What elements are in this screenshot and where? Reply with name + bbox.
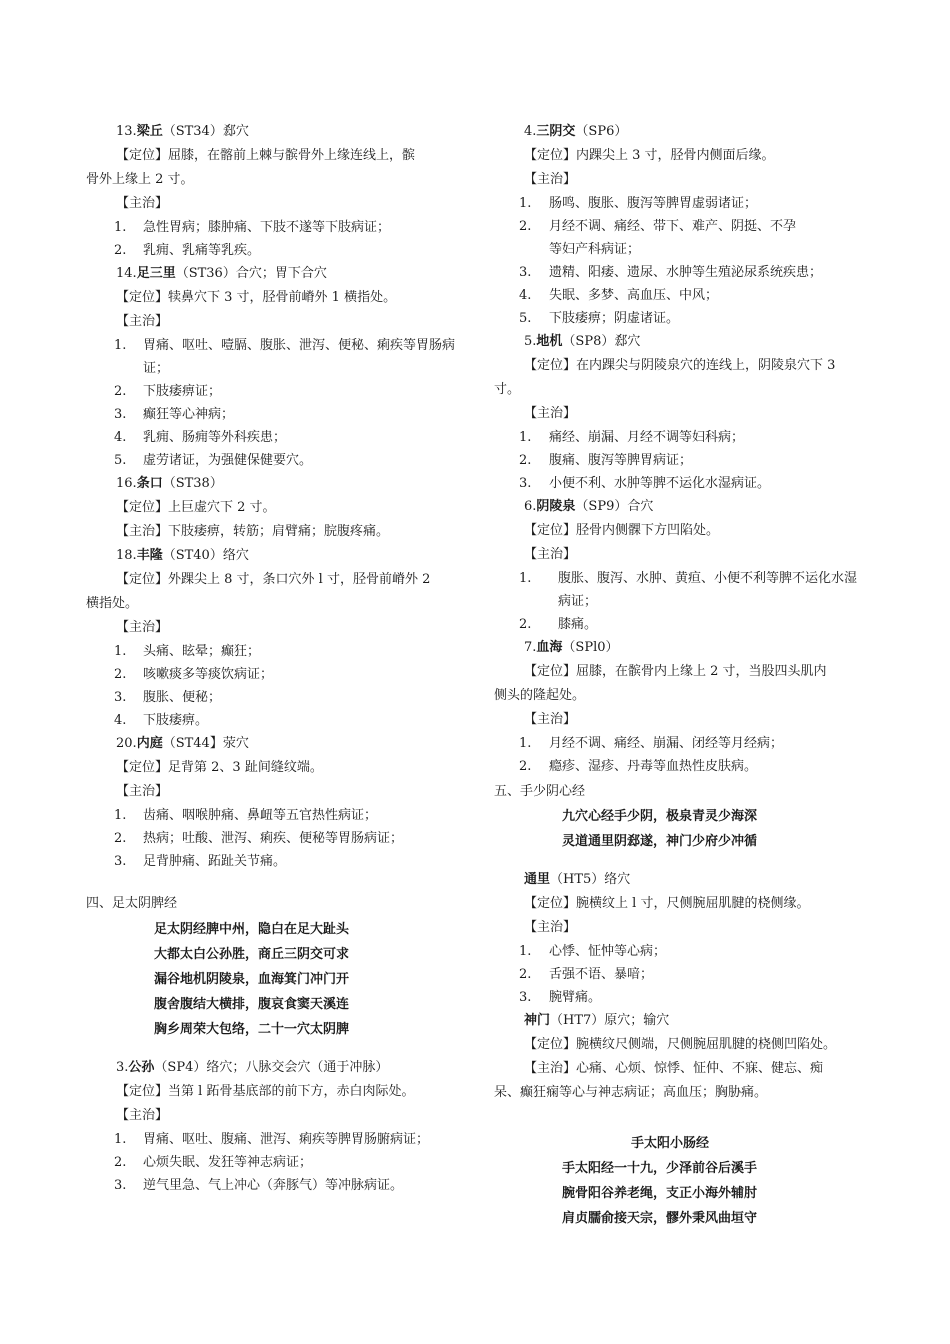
item-text: 小便不利、水肿等脾不运化水湿病证。 xyxy=(549,476,771,491)
location-line xyxy=(86,756,464,780)
item-text: 腕臂痛。 xyxy=(549,990,602,1005)
list-item xyxy=(86,334,464,380)
list-item xyxy=(494,755,866,778)
point-name: 阴陵泉 xyxy=(536,499,576,514)
point-title-st44 xyxy=(86,732,464,756)
point-title-sp6 xyxy=(494,120,866,144)
location-tag: 【定位】 xyxy=(524,523,577,538)
item-number: 2. xyxy=(114,384,127,399)
small-intestine-verse xyxy=(494,1156,866,1231)
item-number: 5. xyxy=(114,453,127,468)
list-item xyxy=(86,1128,464,1151)
location-text: 内踝尖上 3 寸，胫骨内侧面后缘。 xyxy=(576,148,775,163)
verse-line: 腕骨阳谷养老绳，支正小海外辅肘 xyxy=(562,1186,758,1201)
verse-line: 漏谷地机阴陵泉，血海箕门冲门开 xyxy=(154,972,350,987)
item-text: 逆气里急、气上冲心（奔豚气）等冲脉病证。 xyxy=(143,1178,404,1193)
item-text: 乳痈、乳痛等乳疾。 xyxy=(143,243,261,258)
list-item xyxy=(86,663,464,686)
item-number: 2. xyxy=(114,1155,127,1170)
location-line xyxy=(494,144,866,168)
right-column xyxy=(494,120,866,1231)
location-line xyxy=(86,496,464,520)
indication-tag: 【主治】 xyxy=(524,712,577,727)
point-title-st36 xyxy=(86,262,464,286)
heart-verse xyxy=(494,804,866,854)
item-number: 1. xyxy=(519,430,532,445)
item-text: 咳嗽痰多等痰饮病证； xyxy=(143,667,274,682)
location-text: 腕横纹尺侧端，尺侧腕屈肌腱的桡侧凹陷处。 xyxy=(576,1037,837,1052)
item-number: 4. xyxy=(114,430,127,445)
point-code: （HT5）络穴 xyxy=(550,872,631,887)
list-item xyxy=(494,307,866,330)
location-tag: 【定位】 xyxy=(524,896,577,911)
list-item xyxy=(494,449,866,472)
item-number: 2. xyxy=(519,967,532,982)
item-text: 月经不调、痛经、带下、难产、阴挺、不孕等妇产科病证； xyxy=(549,219,797,257)
indication-tag: 【主治】 xyxy=(116,784,169,799)
point-code: （SPl0） xyxy=(562,640,619,655)
indication-tag: 【主治】 xyxy=(116,1108,169,1123)
item-text: 舌强不语、暴喑； xyxy=(549,967,654,982)
point-number: 14. xyxy=(116,266,137,281)
indication-text: 心痛、心烦、惊悸、怔仲、不寐、健忘、痴 xyxy=(576,1061,824,1076)
list-item xyxy=(494,986,866,1009)
location-tag: 【定位】 xyxy=(116,290,169,305)
location-line xyxy=(494,354,866,378)
location-text: 屈膝，在髂前上棘与髌骨外上缘连线上，髌 xyxy=(168,148,416,163)
section-heading-small-intestine: 手太阳小肠经 xyxy=(630,1136,709,1151)
indication-tag: 【主治】 xyxy=(116,196,169,211)
item-number: 1. xyxy=(519,571,532,586)
item-number: 2. xyxy=(519,219,532,234)
spacer xyxy=(86,1042,464,1056)
item-text: 齿痛、咽喉肿痛、鼻衄等五官热性病证； xyxy=(143,808,378,823)
point-code: （SP8）郄穴 xyxy=(562,334,641,349)
point-code: （ST38） xyxy=(162,476,223,491)
item-text: 胃痛、呕吐、噎膈、腹胀、泄泻、便秘、痢疾等胃肠病证； xyxy=(143,338,456,376)
spacer xyxy=(86,873,464,891)
verse-line: 肩贞臑俞接天宗，髎外秉风曲垣守 xyxy=(562,1211,758,1226)
list-item xyxy=(86,426,464,449)
location-text: 足背第 2、3 趾间缝纹端。 xyxy=(168,760,323,775)
item-text: 瘾疹、湿疹、丹毒等血热性皮肤病。 xyxy=(549,759,758,774)
point-code: （HT7）原穴；输穴 xyxy=(550,1013,670,1028)
location-text: 外踝尖上 8 寸，条口穴外 l 寸，胫骨前嵴外 2 xyxy=(168,572,431,587)
item-text: 痛经、崩漏、月经不调等妇科病； xyxy=(549,430,745,445)
point-name: 丰隆 xyxy=(136,548,163,563)
verse-line: 灵道通里阴郄遂，神门少府少冲循 xyxy=(562,834,758,849)
item-text: 失眠、多梦、高血压、中风； xyxy=(549,288,719,303)
location-line xyxy=(86,568,464,592)
point-number: 13. xyxy=(116,124,137,139)
item-number: 3. xyxy=(114,1178,127,1193)
item-number: 1. xyxy=(519,944,532,959)
verse-line: 胸乡周荣大包络，二十一穴太阴脾 xyxy=(154,1022,350,1037)
location-tag: 【定位】 xyxy=(524,358,577,373)
item-text: 头痛、眩晕；癫狂； xyxy=(143,644,261,659)
item-number: 2. xyxy=(519,759,532,774)
list-item xyxy=(86,709,464,732)
indication-continuation: 呆、癫狂痫等心与神志病证；高血压；胸胁痛。 xyxy=(494,1085,768,1100)
point-title-st34 xyxy=(86,120,464,144)
point-code: （ST40）络穴 xyxy=(162,548,249,563)
location-tag: 【定位】 xyxy=(116,1084,169,1099)
indication-tag: 【主治】 xyxy=(116,524,169,539)
item-text: 急性胃病；膝肿痛、下肢不遂等下肢病证； xyxy=(143,220,391,235)
point-code: （SP6） xyxy=(575,124,628,139)
indication-tag: 【主治】 xyxy=(524,406,577,421)
spacer xyxy=(494,1105,866,1131)
section-heading-text: 五、手少阴心经 xyxy=(494,784,586,799)
point-number: 6. xyxy=(524,499,537,514)
item-text: 膝痛。 xyxy=(558,617,598,632)
point-code: （ST36）合穴；胃下合穴 xyxy=(175,266,327,281)
point-title-sp8 xyxy=(494,330,866,354)
item-number: 1. xyxy=(519,196,532,211)
list-item xyxy=(494,284,866,307)
location-text: 腕横纹上 l 寸，尺侧腕屈肌腱的桡侧缘。 xyxy=(576,896,810,911)
list-item xyxy=(86,686,464,709)
item-text: 肠鸣、腹胀、腹泻等脾胃虚弱诸证； xyxy=(549,196,758,211)
item-text: 下肢痿痹。 xyxy=(143,713,209,728)
point-number: 18. xyxy=(116,548,137,563)
list-item xyxy=(86,1174,464,1197)
item-text: 腹胀、便秘； xyxy=(143,690,222,705)
section-heading-heart xyxy=(494,780,866,804)
item-number: 1. xyxy=(114,220,127,235)
point-name: 公孙 xyxy=(128,1060,155,1075)
point-name: 神门 xyxy=(524,1013,551,1028)
list-item xyxy=(86,804,464,827)
list-item xyxy=(86,216,464,239)
point-name: 血海 xyxy=(536,640,563,655)
location-text: 胫骨内侧髁下方凹陷处。 xyxy=(576,523,720,538)
point-number: 20. xyxy=(116,736,137,751)
location-text: 在内踝尖与阴陵泉穴的连线上，阴陵泉穴下 3 xyxy=(576,358,836,373)
item-number: 2. xyxy=(114,667,127,682)
indication-line xyxy=(86,520,464,544)
point-name: 通里 xyxy=(524,872,551,887)
item-text: 心烦失眠、发狂等神志病证； xyxy=(143,1155,313,1170)
point-number: 5. xyxy=(524,334,537,349)
indication-line xyxy=(494,1057,866,1081)
location-tag: 【定位】 xyxy=(116,148,169,163)
point-title-sp4 xyxy=(86,1056,464,1080)
location-tag: 【定位】 xyxy=(116,500,169,515)
item-number: 2. xyxy=(519,453,532,468)
item-text: 腹痛、腹泻等脾胃病证； xyxy=(549,453,693,468)
point-number: 16. xyxy=(116,476,137,491)
verse-line: 腹舍腹结大横排，腹哀食窦天溪连 xyxy=(154,997,350,1012)
point-number: 7. xyxy=(524,640,537,655)
location-text: 犊鼻穴下 3 寸，胫骨前嵴外 1 横指处。 xyxy=(168,290,397,305)
point-title-ht7 xyxy=(494,1009,866,1033)
point-title-sp10 xyxy=(494,636,866,660)
item-text: 遗精、阳痿、遗尿、水肿等生殖泌尿系统疾患； xyxy=(549,265,823,280)
list-item xyxy=(494,192,866,215)
location-line xyxy=(86,286,464,310)
point-number: 4. xyxy=(524,124,537,139)
item-number: 3. xyxy=(114,690,127,705)
location-continuation: 侧头的隆起处。 xyxy=(494,688,586,703)
item-number: 1. xyxy=(114,808,127,823)
point-name: 条口 xyxy=(136,476,163,491)
location-tag: 【定位】 xyxy=(116,572,169,587)
spleen-verse xyxy=(86,917,464,1042)
item-number: 4. xyxy=(519,288,532,303)
item-number: 3. xyxy=(114,407,127,422)
point-code: （ST44】荥穴 xyxy=(162,736,249,751)
section-heading-spleen: 四、足太阴脾经 xyxy=(86,896,178,911)
list-item xyxy=(494,261,866,284)
list-item xyxy=(86,827,464,850)
location-line xyxy=(494,519,866,543)
item-number: 2. xyxy=(114,243,127,258)
item-text: 乳痈、肠痈等外科疾患； xyxy=(143,430,287,445)
item-number: 3. xyxy=(519,265,532,280)
list-item xyxy=(494,940,866,963)
location-line xyxy=(494,660,866,684)
item-number: 4. xyxy=(114,713,127,728)
list-item xyxy=(494,613,866,636)
item-text: 胃痛、呕吐、腹痛、泄泻、痢疾等脾胃肠腑病证； xyxy=(143,1132,430,1147)
point-name: 足三里 xyxy=(136,266,176,281)
location-tag: 【定位】 xyxy=(524,664,577,679)
location-continuation: 横指处。 xyxy=(86,596,139,611)
point-title-st38 xyxy=(86,472,464,496)
indication-tag: 【主治】 xyxy=(116,620,169,635)
point-name: 内庭 xyxy=(136,736,163,751)
spacer xyxy=(494,854,866,868)
item-text: 热病；吐酸、泄泻、痢疾、便秘等胃肠病证； xyxy=(143,831,404,846)
list-item xyxy=(86,1151,464,1174)
point-name: 地机 xyxy=(536,334,563,349)
verse-line: 九穴心经手少阴，极泉青灵少海深 xyxy=(562,809,758,824)
location-line xyxy=(86,144,464,168)
verse-line: 手太阳经一十九，少泽前谷后溪手 xyxy=(562,1161,758,1176)
location-continuation: 寸。 xyxy=(494,382,521,397)
indication-tag: 【主治】 xyxy=(524,920,577,935)
list-item xyxy=(494,215,866,261)
item-number: 1. xyxy=(519,736,532,751)
item-text: 下肢痿痹；阴虚诸证。 xyxy=(549,311,680,326)
item-text: 心悸、怔忡等心病； xyxy=(549,944,667,959)
point-code: （SP4）络穴；八脉交会穴（通于冲脉） xyxy=(154,1060,389,1075)
item-text: 足背肿痛、跖趾关节痛。 xyxy=(143,854,287,869)
location-tag: 【定位】 xyxy=(524,1037,577,1052)
item-number: 2. xyxy=(519,617,532,632)
indication-tag: 【主治】 xyxy=(524,1061,577,1076)
location-tag: 【定位】 xyxy=(524,148,577,163)
item-text: 下肢痿痹证； xyxy=(143,384,222,399)
list-item xyxy=(494,963,866,986)
point-name: 三阴交 xyxy=(536,124,576,139)
location-line xyxy=(494,1033,866,1057)
location-line xyxy=(86,1080,464,1104)
point-number: 3. xyxy=(116,1060,129,1075)
point-code: （ST34）郄穴 xyxy=(162,124,249,139)
location-text: 屈膝，在髌骨内上缘上 2 寸，当股四头肌内 xyxy=(576,664,827,679)
list-item xyxy=(86,239,464,262)
indication-tag: 【主治】 xyxy=(116,314,169,329)
location-tag: 【定位】 xyxy=(116,760,169,775)
indication-tag: 【主治】 xyxy=(524,172,577,187)
list-item xyxy=(86,640,464,663)
location-text: 当第 l 跖骨基底部的前下方，赤白肉际处。 xyxy=(168,1084,415,1099)
item-number: 3. xyxy=(114,854,127,869)
list-item xyxy=(494,472,866,495)
item-number: 5. xyxy=(519,311,532,326)
item-number: 1. xyxy=(114,644,127,659)
item-number: 2. xyxy=(114,831,127,846)
point-title-ht5 xyxy=(494,868,866,892)
item-text: 虚劳诸证，为强健保健要穴。 xyxy=(143,453,313,468)
list-item xyxy=(494,426,866,449)
verse-line: 足太阴经脾中州，隐白在足大趾头 xyxy=(154,922,350,937)
item-text: 癫狂等心神病； xyxy=(143,407,235,422)
item-number: 1. xyxy=(114,1132,127,1147)
item-text: 腹胀、腹泻、水肿、黄疸、小便不利等脾不运化水湿病证； xyxy=(558,571,858,609)
point-name: 梁丘 xyxy=(136,124,163,139)
list-item xyxy=(86,449,464,472)
list-item xyxy=(86,380,464,403)
list-item xyxy=(86,403,464,426)
indication-tag: 【主治】 xyxy=(524,547,577,562)
item-number: 3. xyxy=(519,990,532,1005)
indication-text: 下肢痿痹，转筋；肩臂痛；脘腹疼痛。 xyxy=(168,524,390,539)
item-number: 1. xyxy=(114,338,127,353)
verse-line: 大都太白公孙胜，商丘三阴交可求 xyxy=(154,947,350,962)
list-item xyxy=(86,850,464,873)
item-number: 3. xyxy=(519,476,532,491)
location-text: 上巨虚穴下 2 寸。 xyxy=(168,500,276,515)
location-line xyxy=(494,892,866,916)
point-title-sp9 xyxy=(494,495,866,519)
list-item xyxy=(494,567,866,613)
left-column xyxy=(86,120,464,1197)
item-text: 月经不调、痛经、崩漏、闭经等月经病； xyxy=(549,736,784,751)
point-title-st40 xyxy=(86,544,464,568)
location-continuation: 骨外上缘上 2 寸。 xyxy=(86,172,194,187)
point-code: （SP9）合穴 xyxy=(575,499,654,514)
list-item xyxy=(494,732,866,755)
